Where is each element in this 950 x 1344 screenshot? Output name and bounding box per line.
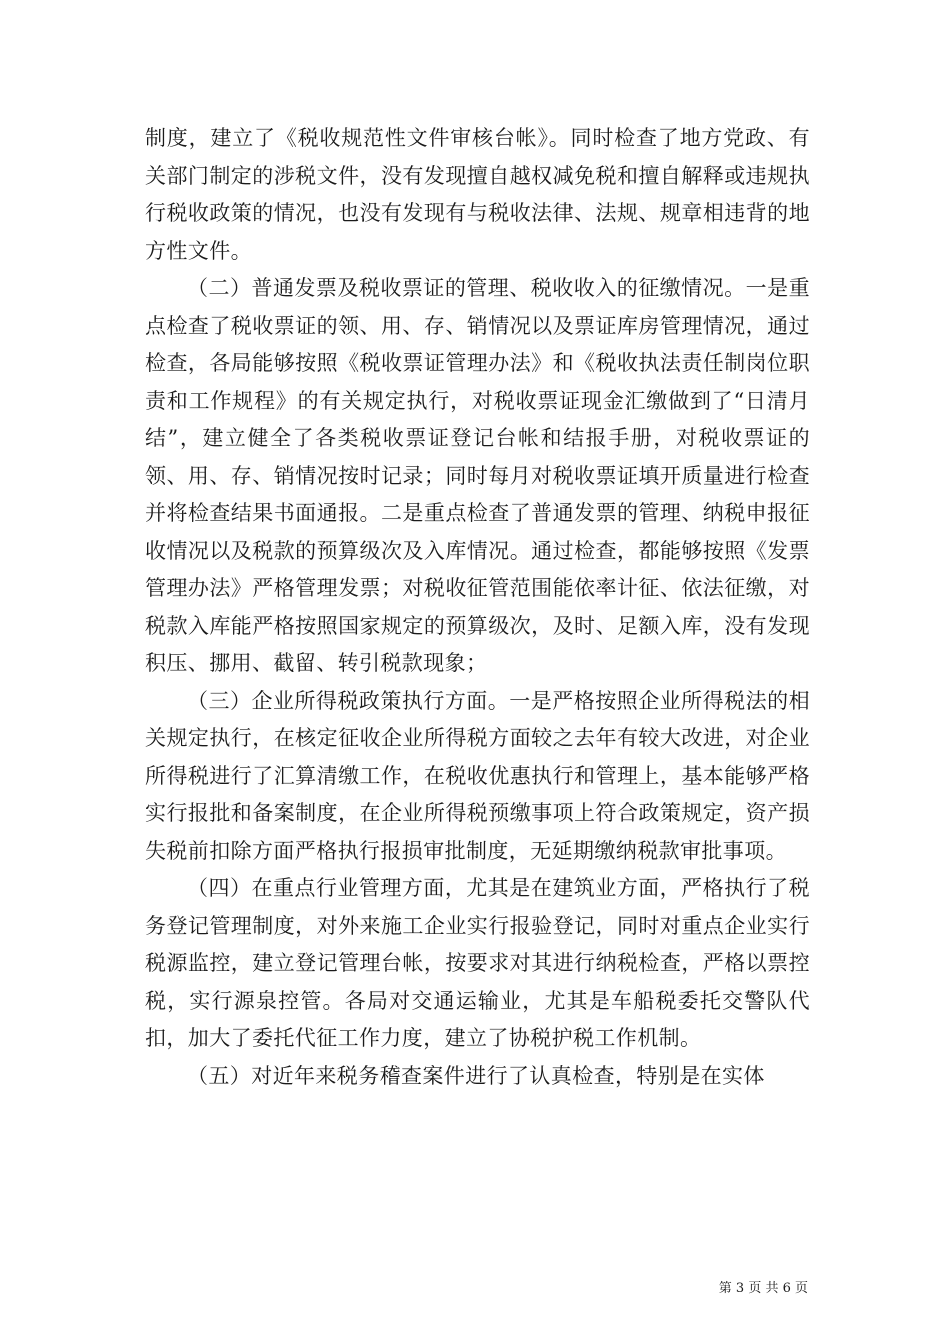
paragraph-section-5: （五）对近年来税务稽查案件进行了认真检查，特别是在实体 [187, 1063, 765, 1088]
paragraph-section-3: （三）企业所得税政策执行方面。一是严格按照企业所得税法的相关规定执行，在核定征收企业所得税方面较之去年有较大改进，对企业所得税进行了汇算清缴工作，在税收优惠执行和管理上，基本能够严格实行报批和备案制度，在企业所得税预缴事项上符合政策规定，资产损失税前扣除方面严格执行报损审批制度，无延期缴纳税款审批事项。 [145, 688, 810, 863]
page-number-footer: 第 3 页 共 6 页 [718, 1281, 808, 1296]
document-body [145, 120, 810, 1095]
paragraph-continuation: 制度，建立了《税收规范性文件审核台帐》。同时检查了地方党政、有关部门制定的涉税文件，没有发现擅自越权减免税和擅自解释或违规执行税收政策的情况，也没有发现有与税收法律、法规、规章相违背的地方性文件。 [145, 126, 810, 263]
paragraph-section-2: （二）普通发票及税收票证的管理、税收收入的征缴情况。一是重点检查了税收票证的领、用、存、销情况以及票证库房管理情况，通过检查，各局能够按照《税收票证管理办法》和《税收执法责任制岗位职责和工作规程》的有关规定执行，对税收票证现金汇缴做到了“日清月结”，建立健全了各类税收票证登记台帐和结报手册，对税收票证的领、用、存、销情况按时记录；同时每月对税收票证填开质量进行检查并将检查结果书面通报。二是重点检查了普通发票的管理、纳税申报征收情况以及税款的预算级次及入库情况。通过检查，都能够按照《发票管理办法》严格管理发票；对税收征管范围能依率计征、依法征缴，对税款入库能严格按照国家规定的预算级次，及时、足额入库，没有发现积压、挪用、截留、转引税款现象； [145, 276, 810, 675]
paragraph-section-4: （四）在重点行业管理方面，尤其是在建筑业方面，严格执行了税务登记管理制度，对外来施工企业实行报验登记，同时对重点企业实行税源监控，建立登记管理台帐，按要求对其进行纳税检查，严格以票控税，实行源泉控管。各局对交通运输业，尤其是车船税委托交警队代扣，加大了委托代征工作力度，建立了协税护税工作机制。 [145, 876, 810, 1050]
